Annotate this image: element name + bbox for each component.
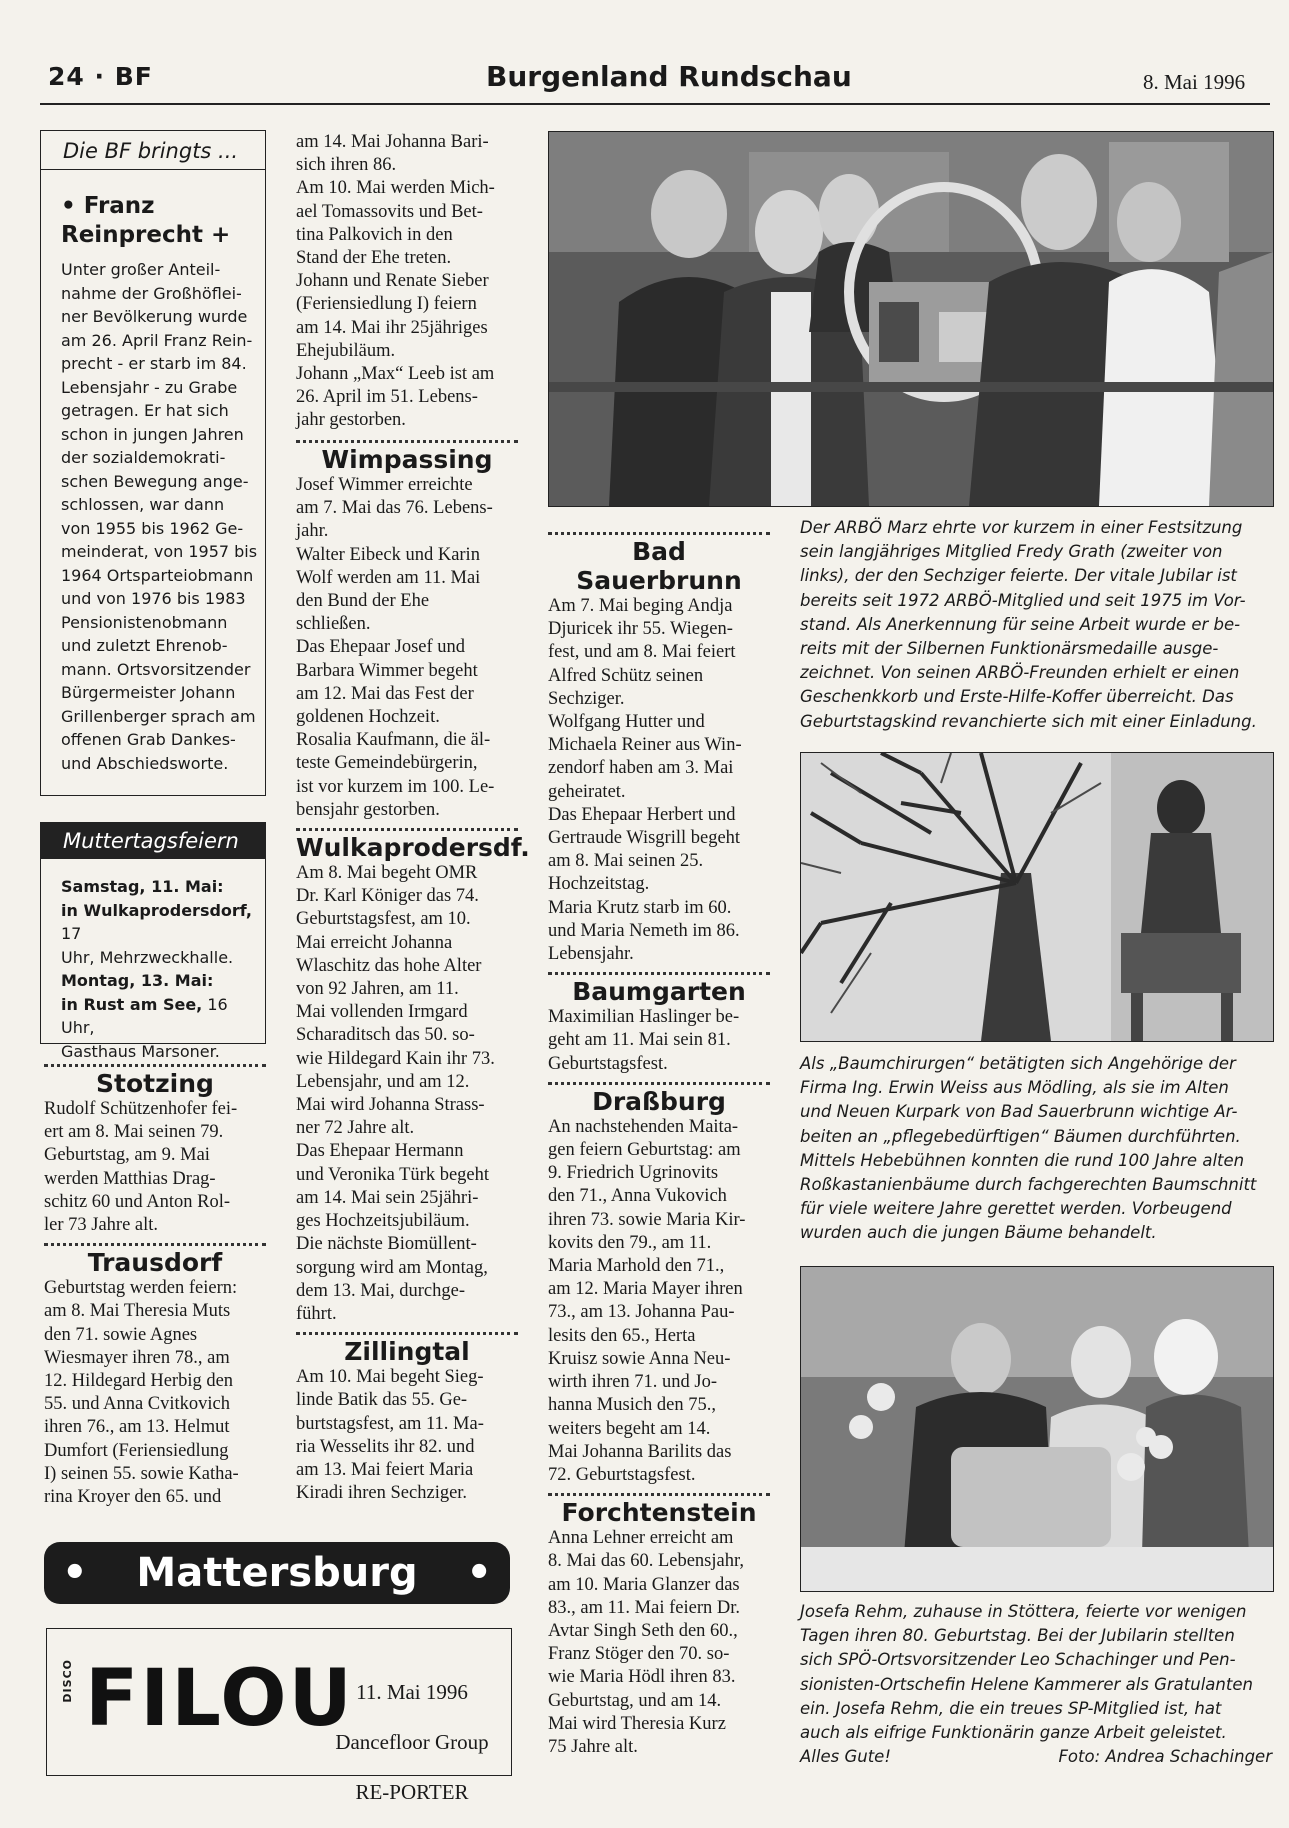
section-line: Hochzeitstag. — [548, 874, 650, 895]
section-line: werden Matthias Drag- — [44, 1168, 216, 1189]
news-section — [44, 1064, 266, 1237]
mothers-day-line — [61, 875, 259, 899]
section-line: 8. Mai das 60. Lebensjahr, — [548, 1551, 745, 1572]
section-line: und Veronika Türk begeht — [296, 1164, 490, 1185]
section-line: teste Gemeindebürgerin, — [296, 753, 478, 774]
section-heading: Trausdorf — [87, 1248, 223, 1278]
section-line: Walter Eibeck und Karin — [296, 544, 480, 565]
caption-line: Roßkastanienbäume durch fachgerechten Baumschnitt — [800, 1175, 1257, 1195]
section-line: Wolf werden am 11. Mai — [296, 567, 481, 588]
mothers-day-line-bold: Samstag, 11. Mai: — [61, 877, 224, 896]
section-line: geht am 11. Mai sein 81. — [548, 1030, 731, 1051]
column-2-line: am 14. Mai Johanna Bari- — [296, 132, 489, 152]
caption-line: Firma Ing. Erwin Weiss aus Mödling, als sie im Alten — [800, 1078, 1229, 1098]
caption-line: ein. Josefa Rehm, die ein treues SP-Mitglied ist, hat — [800, 1698, 1222, 1718]
news-section — [296, 1332, 518, 1505]
section-line: Dr. Karl Königer das 74. — [296, 886, 479, 907]
section-line: linde Batik das 55. Ge- — [296, 1390, 468, 1411]
caption-line: sionisten-Ortschefin Helene Kammerer als Gratulanten — [800, 1674, 1253, 1694]
sidebar-box-bf-bringts — [40, 130, 266, 796]
photo-josefa-rehm — [800, 1266, 1274, 1592]
section-divider — [44, 1243, 266, 1246]
section-line: Wlaschitz das hohe Alter — [296, 955, 482, 976]
ad-line: 11. Mai 1996 — [356, 1680, 468, 1704]
section-line: Das Ehepaar Josef und — [296, 637, 466, 658]
mothers-day-line-text: Gasthaus Marsoner. — [61, 1041, 220, 1061]
page-section-label: 24 · BF — [48, 62, 153, 91]
caption-rehm — [800, 1600, 1272, 1745]
section-line: goldenen Hochzeit. — [296, 707, 440, 728]
caption-line: Geschenkkorb und Erste-Hilfe-Koffer überreicht. Das — [800, 687, 1234, 707]
section-line: Lebensjahr. — [548, 944, 634, 965]
photo-arbo-celebration — [548, 131, 1274, 507]
section-line: Mai wird Theresia Kurz — [548, 1713, 726, 1734]
section-line: 9. Friedrich Ugrinovits — [548, 1163, 719, 1184]
mothers-day-box — [40, 822, 266, 1061]
section-line: ihren 76., am 13. Helmut — [44, 1417, 230, 1438]
mothers-day-body — [41, 859, 265, 1063]
section-line: 72. Geburtstagsfest. — [548, 1464, 696, 1485]
section-line: Djuricek ihr 55. Wiegen- — [548, 619, 733, 640]
section-line: schitz 60 und Anton Rol- — [44, 1191, 231, 1212]
sidebar-box-body — [41, 258, 265, 775]
section-line: Gertraude Wisgrill begeht — [548, 828, 741, 849]
section-body — [548, 595, 770, 966]
news-section — [548, 972, 770, 1076]
column-2-line: tina Palkovich in den — [296, 224, 453, 245]
mothers-day-line — [61, 1040, 259, 1064]
mothers-day-line — [61, 969, 259, 993]
column-2-line: Ehejubiläum. — [296, 340, 396, 361]
section-line: den Bund der Ehe — [296, 591, 430, 612]
mothers-day-line-text: 16 Uhr, — [61, 994, 228, 1037]
caption-line: bereits seit 1972 ARBÖ-Mitglied und seit 1975 im Vor- — [800, 590, 1246, 610]
ad-event-details — [317, 1657, 507, 1828]
banner-bullet-left: • — [62, 1550, 88, 1596]
column-2-line: sich ihren 86. — [296, 155, 397, 176]
section-line: wie Hildegard Kain ihr 73. — [296, 1048, 495, 1069]
section-heading: Wimpassing — [321, 445, 493, 474]
section-heading: Zillingtal — [344, 1337, 470, 1367]
section-line: ist vor kurzem im 100. Le- — [296, 776, 495, 797]
section-body — [548, 1006, 770, 1076]
section-line: Dumfort (Feriensiedlung — [44, 1440, 229, 1461]
sidebar-box-line: und Abschiedsworte. — [61, 753, 229, 773]
section-line: bensjahr gestorben. — [296, 799, 440, 820]
sidebar-box-line: schen Bewegung ange- — [61, 471, 249, 491]
section-line: am 12. Maria Mayer ihren — [548, 1279, 743, 1300]
section-line: 73., am 13. Johanna Pau- — [548, 1302, 735, 1323]
photo-tree-image — [801, 753, 1273, 1041]
column-2-line: 26. April im 51. Lebens- — [296, 387, 478, 408]
section-line: den 71. sowie Agnes — [44, 1324, 198, 1345]
section-line: gen feiern Geburtstag: am — [548, 1140, 741, 1161]
ad-line: Dancefloor Group — [335, 1730, 489, 1754]
sidebar-box-line: der sozialdemokrati- — [61, 448, 226, 467]
section-line: 55. und Anna Cvitkovich — [44, 1394, 231, 1415]
section-line: Mai vollenden Irmgard — [296, 1002, 468, 1023]
section-line: am 8. Mai seinen 25. — [548, 851, 704, 872]
section-divider — [296, 440, 518, 443]
section-line: Scharaditsch das 50. so- — [296, 1025, 475, 1046]
section-divider — [548, 1082, 770, 1085]
caption-line: zeichnet. Von seinen ARBÖ-Freunden erhielt er einen — [800, 663, 1240, 683]
mothers-day-line — [61, 993, 259, 1040]
section-body — [296, 1366, 518, 1505]
section-line: Mai erreicht Johanna — [296, 932, 453, 953]
caption-line: Der ARBÖ Marz ehrte vor kurzem in einer Festsitzung — [800, 518, 1243, 537]
caption-rehm-greeting: Alles Gute! — [800, 1747, 891, 1766]
section-line: Wiesmayer ihren 78., am — [44, 1347, 230, 1368]
filou-logo — [61, 1647, 354, 1751]
section-line: Geburtstag, am 9. Mai — [44, 1145, 210, 1166]
section-divider — [296, 828, 518, 831]
sidebar-box-line: meinderat, von 1957 bis — [61, 542, 258, 561]
section-line: dem 13. Mai, durchge- — [296, 1280, 466, 1301]
mothers-day-line-bold: Montag, 13. Mai: — [61, 971, 214, 990]
section-line: Geburtstag werden feiern: — [44, 1278, 238, 1299]
section-line: 12. Hildegard Herbig den — [44, 1371, 234, 1392]
news-section — [296, 828, 530, 1326]
section-divider — [296, 1332, 518, 1335]
mothers-day-line-text: Uhr, Mehrzweckhalle. — [61, 947, 234, 967]
sidebar-box-line: und von 1976 bis 1983 — [61, 589, 246, 608]
section-heading: Stotzing — [96, 1069, 214, 1098]
section-line: burtstagsfest, am 11. Ma- — [296, 1413, 484, 1434]
section-line: hanna Musich den 75., — [548, 1395, 717, 1416]
caption-line: sein langjähriges Mitglied Fredy Grath (zweiter von — [800, 542, 1223, 562]
section-divider — [44, 1064, 266, 1067]
section-line: lesits den 65., Herta — [548, 1325, 696, 1346]
section-line: Das Ehepaar Hermann — [296, 1141, 464, 1162]
caption-line: Als „Baumchirurgen“ betätigten sich Angehörige der — [800, 1054, 1236, 1073]
sidebar-box-line: precht - er starb im 84. — [61, 354, 247, 373]
caption-line: beiten an „pflegebedürftigen“ Bäumen durchführten. — [800, 1126, 1241, 1146]
section-line: schließen. — [296, 614, 371, 635]
column-2-line: am 14. Mai ihr 25jähriges — [296, 317, 488, 338]
sidebar-box-line: Unter großer Anteil- — [61, 260, 221, 279]
section-line: geheiratet. — [548, 781, 626, 802]
section-line: führt. — [296, 1303, 337, 1324]
caption-line: Tagen ihren 80. Geburtstag. Bei der Jubilarin stellten — [800, 1626, 1235, 1646]
mattersburg-banner — [44, 1542, 510, 1604]
section-line: An nachstehenden Maita- — [548, 1116, 739, 1137]
column-3-sections — [548, 526, 770, 1759]
section-line: ler 73 Jahre alt. — [44, 1215, 159, 1236]
section-line: Geburtstag, und am 14. — [548, 1690, 722, 1711]
sidebar-box-line: 1964 Ortsparteiobmann — [61, 565, 254, 585]
section-line: sorgung wird am Montag, — [296, 1257, 488, 1278]
column-2-line: Stand der Ehe treten. — [296, 248, 452, 269]
section-line: weiters begeht am 14. — [548, 1418, 711, 1439]
section-divider — [548, 1493, 770, 1496]
section-line: I) seinen 55. sowie Katha- — [44, 1463, 239, 1484]
sidebar-box-line: mann. Ortsvorsitzender — [61, 659, 251, 679]
column-2-line: Am 10. Mai werden Mich- — [296, 178, 495, 199]
sidebar-box-line: Lebensjahr - zu Grabe — [61, 377, 238, 397]
section-line: ges Hochzeitsjubiläum. — [296, 1211, 470, 1232]
caption-line: reits mit der Silbernen Funktionärsmedaille ausge- — [800, 639, 1219, 659]
photo-tree-surgeons — [800, 752, 1274, 1042]
sidebar-box-line: nahme der Großhöflei- — [61, 283, 242, 303]
sidebar-box-line: offenen Grab Dankes- — [61, 730, 236, 749]
sidebar-box-line: von 1955 bis 1962 Ge- — [61, 518, 244, 538]
section-line: und Maria Nemeth im 86. — [548, 920, 740, 941]
column-2-line: (Feriensiedlung I) feiern — [296, 294, 477, 315]
section-line: ert am 8. Mai seinen 79. — [44, 1122, 224, 1143]
section-line: Das Ehepaar Herbert und — [548, 804, 736, 825]
mothers-day-line-bold: in Wulkaprodersdorf, — [61, 900, 252, 920]
column-2-line: jahr gestorben. — [296, 410, 406, 431]
section-line: Am 7. Mai beging Andja — [548, 596, 733, 616]
column-2-line: Johann „Max“ Leeb ist am — [296, 364, 495, 385]
photo-credit: Foto: Andrea Schachinger — [1058, 1747, 1272, 1766]
section-line: am 10. Maria Glanzer das — [548, 1574, 740, 1595]
caption-line: Geburtstagskind revanchierte sich mit einer Einladung. — [800, 711, 1257, 731]
caption-line: auch als eifrige Funktionärin ganze Arbeit geleistet. — [800, 1723, 1227, 1743]
section-line: rina Kroyer den 65. und — [44, 1487, 222, 1508]
sidebar-box-line: getragen. Er hat sich — [61, 401, 229, 420]
issue-date: 8. Mai 1996 — [1143, 70, 1246, 94]
caption-line: Mittels Hebebühnen konnten die rund 100 Jahre alten — [800, 1150, 1245, 1170]
mothers-day-title: Muttertagsfeiern — [41, 823, 265, 859]
section-line: von 92 Jahren, am 11. — [296, 979, 459, 1000]
sidebar-box-headline: • Franz Reinprecht + — [61, 193, 231, 248]
sidebar-box-line: Pensionistenobmann — [61, 612, 228, 632]
section-line: Mai wird Johanna Strass- — [296, 1095, 485, 1116]
section-line: Maria Marhold den 71., — [548, 1256, 725, 1277]
section-line: zendorf haben am 3. Mai — [548, 758, 734, 779]
caption-line: wurden auch die jungen Bäume behandelt. — [800, 1223, 1157, 1243]
section-line: Maria Krutz starb im 60. — [548, 897, 732, 918]
section-body — [44, 1277, 266, 1509]
section-line: am 7. Mai das 76. Lebens- — [296, 498, 493, 519]
section-body — [296, 474, 518, 822]
section-line: fest, und am 8. Mai feiert — [548, 642, 736, 663]
section-line: Josef Wimmer erreichte — [296, 475, 473, 495]
section-heading: Baumgarten — [572, 977, 746, 1007]
caption-rehm-closing — [800, 1745, 1272, 1769]
banner-label: Mattersburg — [136, 1550, 418, 1596]
section-body — [296, 862, 518, 1326]
news-section — [548, 1493, 770, 1759]
section-line: ihren 73. sowie Maria Kir- — [548, 1209, 746, 1230]
section-line: Wolfgang Hutter und — [548, 712, 705, 733]
news-section — [44, 1243, 266, 1509]
caption-line: für viele weitere Jahre gerettet werden. Vorbeugend — [800, 1199, 1232, 1219]
news-section — [296, 440, 518, 822]
section-line: Maximilian Haslinger be- — [548, 1007, 740, 1028]
section-line: Sechziger. — [548, 688, 625, 709]
sidebar-box-line: am 26. April Franz Rein- — [61, 330, 253, 350]
section-line: kovits den 79., am 11. — [548, 1232, 712, 1253]
section-line: Geburtstagsfest, am 10. — [296, 909, 471, 930]
section-line: am 13. Mai feiert Maria — [296, 1459, 474, 1480]
section-line: ria Wesselits ihr 82. und — [296, 1436, 475, 1457]
sidebar-box-line: und zuletzt Ehrenob- — [61, 636, 228, 655]
section-heading: Wulkaprodersdf. — [296, 833, 530, 863]
caption-line: links), der den Sechziger feierte. Der vitale Jubilar ist — [800, 566, 1237, 586]
filou-logo-disco: DISCO — [61, 1659, 74, 1703]
sidebar-box-line: ner Bevölkerung wurde — [61, 307, 248, 326]
caption-line: Josefa Rehm, zuhause in Stöttera, feierte vor wenigen — [800, 1602, 1247, 1621]
mothers-day-line — [61, 899, 259, 946]
section-line: wie Maria Hödl ihren 83. — [548, 1667, 736, 1688]
section-divider — [548, 972, 770, 975]
caption-line: und Neuen Kurpark von Bad Sauerbrunn wichtige Ar- — [800, 1102, 1238, 1122]
section-line: den 71., Anna Vukovich — [548, 1186, 727, 1207]
section-heading: Draßburg — [592, 1086, 726, 1116]
section-line: Geburtstagsfest. — [548, 1053, 668, 1074]
section-divider — [548, 532, 770, 535]
header-rule — [40, 103, 1270, 105]
filou-advertisement — [46, 1628, 512, 1804]
section-line: Kruisz sowie Anna Neu- — [548, 1348, 731, 1369]
newspaper-title: Burgenland Rundschau — [486, 60, 852, 93]
sidebar-box-line: schon in jungen Jahren — [61, 424, 244, 444]
mothers-day-line-text: 17 — [61, 924, 82, 943]
section-line: 75 Jahre alt. — [548, 1736, 638, 1757]
section-line: Rosalia Kaufmann, die äl- — [296, 730, 491, 751]
section-body — [548, 1527, 770, 1759]
sidebar-box-line: Grillenberger sprach am — [61, 706, 256, 726]
sidebar-box-line: schlossen, war dann — [61, 495, 225, 514]
column-2-line: ael Tomassovits und Bet- — [296, 201, 483, 222]
news-section — [548, 1082, 770, 1487]
section-line: Lebensjahr, und am 12. — [296, 1071, 470, 1092]
section-line: Am 10. Mai begeht Sieg- — [296, 1367, 484, 1388]
section-line: Franz Stöger den 70. so- — [548, 1644, 730, 1665]
ad-line: RE-PORTER — [355, 1780, 469, 1804]
column-2-line: Johann und Renate Sieber — [296, 271, 489, 292]
section-body — [548, 1116, 770, 1487]
caption-tree-surgeons — [800, 1052, 1272, 1246]
sidebar-box-title: Die BF bringts ... — [41, 131, 265, 170]
photo-arbo-image — [549, 132, 1273, 506]
news-section — [548, 532, 770, 966]
section-line: am 12. Mai das Fest der — [296, 683, 474, 704]
column-1-sections — [44, 1064, 266, 1509]
section-line: Anna Lehner erreicht am — [548, 1528, 734, 1549]
mothers-day-line — [61, 946, 259, 970]
section-line: wirth ihren 71. und Jo- — [548, 1372, 718, 1393]
section-line: am 14. Mai sein 25jähri- — [296, 1187, 479, 1208]
column-2-intro — [296, 131, 518, 433]
section-heading: Bad Sauerbrunn — [576, 537, 742, 595]
section-line: ner 72 Jahre alt. — [296, 1118, 415, 1139]
section-line: 83., am 11. Mai feiern Dr. — [548, 1597, 740, 1618]
section-heading: Forchtenstein — [561, 1498, 757, 1528]
section-line: Die nächste Biomüllent- — [296, 1234, 477, 1255]
section-line: jahr. — [296, 521, 329, 542]
caption-arbo — [800, 516, 1272, 734]
section-line: Am 8. Mai begeht OMR — [296, 863, 478, 884]
photo-rehm-image — [801, 1267, 1273, 1591]
mothers-day-line-bold: in Rust am See, — [61, 994, 203, 1014]
section-body — [44, 1098, 266, 1237]
section-line: Michaela Reiner aus Win- — [548, 735, 742, 756]
caption-line: sich SPÖ-Ortsvorsitzender Leo Schachinger und Pen- — [800, 1650, 1236, 1670]
section-line: Mai Johanna Barilits das — [548, 1441, 732, 1462]
section-line: Alfred Schütz seinen — [548, 665, 704, 686]
section-line: am 8. Mai Theresia Muts — [44, 1301, 231, 1322]
sidebar-box-line: Bürgermeister Johann — [61, 683, 236, 702]
banner-bullet-right: • — [466, 1550, 492, 1596]
section-line: Barbara Wimmer begeht — [296, 660, 478, 681]
filou-logo-text: FILOU — [85, 1654, 354, 1744]
caption-line: stand. Als Anerkennung für seine Arbeit wurde er be- — [800, 614, 1241, 634]
section-line: Rudolf Schützenhofer fei- — [44, 1099, 238, 1119]
section-line: Kiradi ihren Sechziger. — [296, 1483, 468, 1504]
column-2-sections — [296, 434, 530, 1505]
section-line: Avtar Singh Seth den 60., — [548, 1620, 738, 1641]
